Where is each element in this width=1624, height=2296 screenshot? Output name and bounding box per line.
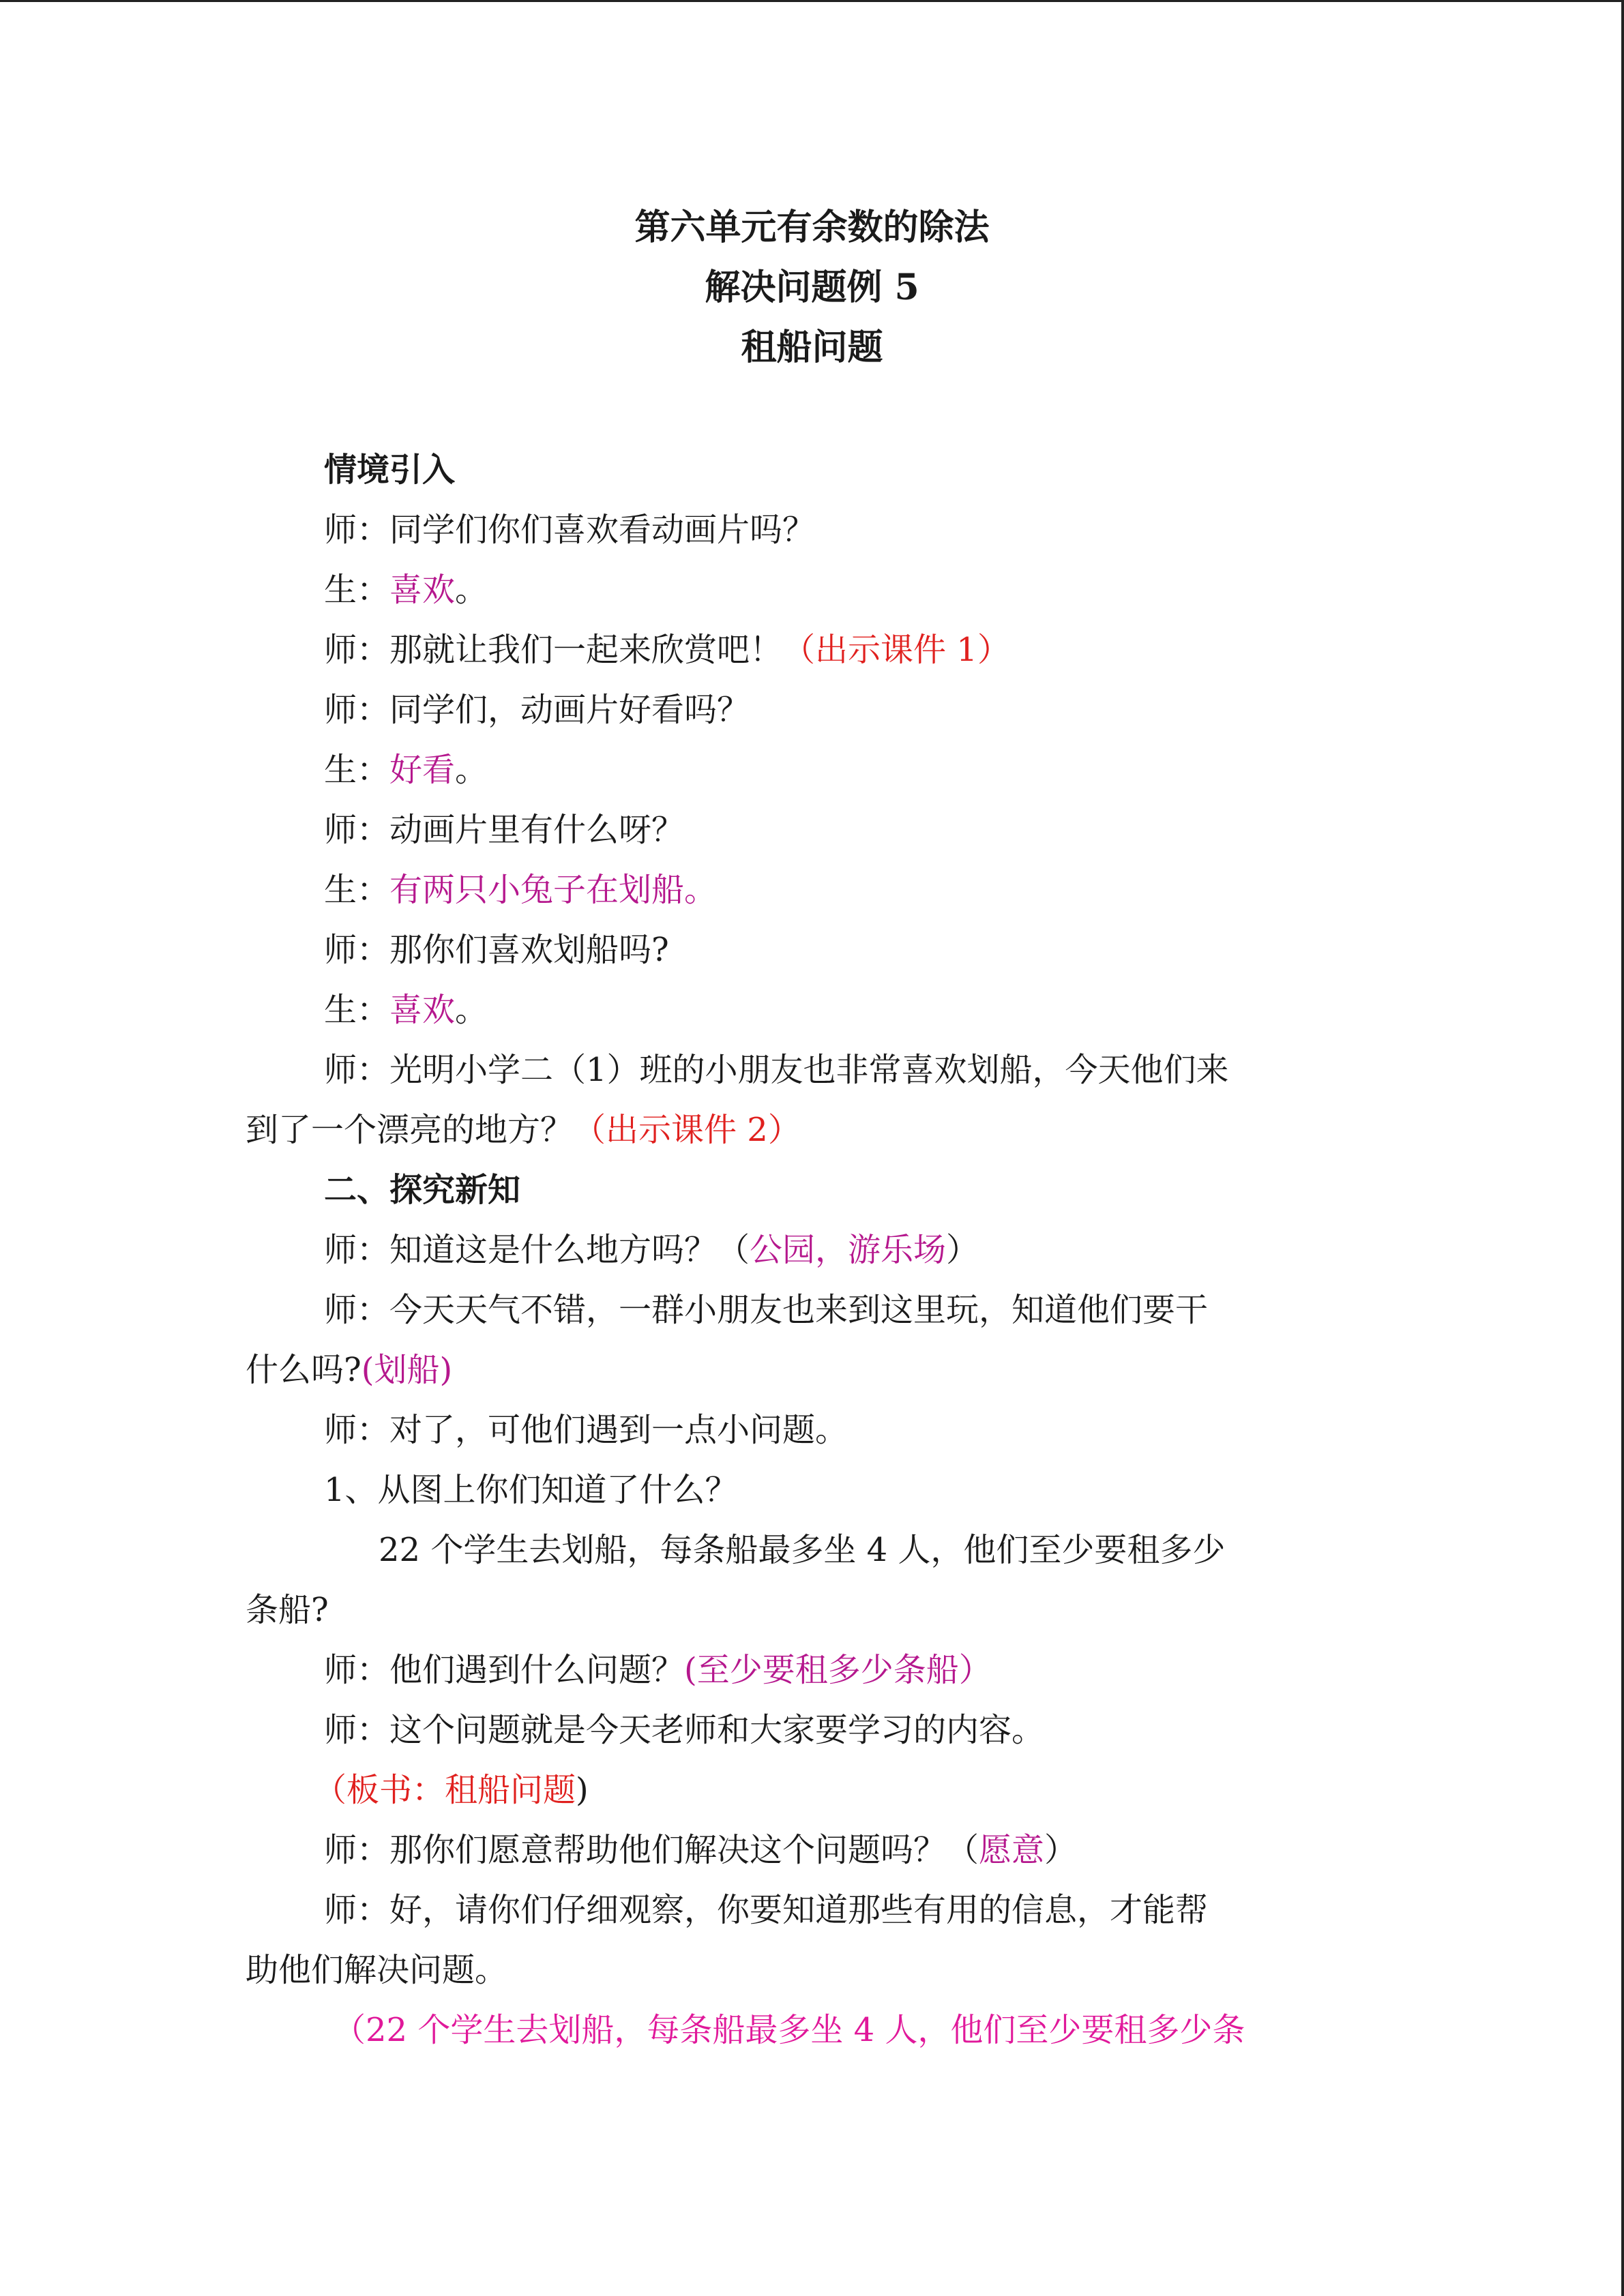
courseware-note: （出示课件 2）: [573, 1111, 801, 1149]
student-line: 生：喜欢。: [324, 571, 488, 609]
lesson-topic: 租船问题: [741, 327, 883, 368]
unit-title: 第六单元有余数的除法: [634, 207, 990, 248]
teacher-line: 师：他们遇到什么问题？(至少要租多少条船）: [324, 1651, 992, 1689]
student-answer: 好看: [389, 751, 456, 789]
teacher-line: 师：同学们你们喜欢看动画片吗？: [324, 511, 816, 549]
question-item: 1、从图上你们知道了什么？: [324, 1471, 738, 1509]
teacher-line: 师：知道这是什么地方吗？（公园，游乐场）: [324, 1231, 979, 1269]
lesson-subtitle: 解决问题例 5: [705, 267, 919, 308]
teacher-line-cont: 到了一个漂亮的地方？（出示课件 2）: [246, 1111, 801, 1149]
page-top-border: [0, 0, 1624, 2]
teacher-line: 师：那你们喜欢划船吗?: [324, 931, 669, 969]
problem-text-cont: 条船?: [246, 1591, 329, 1629]
student-line: 生：好看。: [324, 751, 488, 789]
student-answer: 喜欢: [389, 991, 456, 1029]
teacher-line: 师：好，请你们仔细观察，你要知道那些有用的信息，才能帮: [324, 1891, 1209, 1929]
student-answer: 有两只小兔子在划船。: [389, 871, 718, 909]
teacher-line: 师：那就让我们一起来欣赏吧！（出示课件 1）: [324, 631, 1010, 669]
teacher-line: 师：同学们，动画片好看吗？: [324, 691, 750, 729]
teacher-line: 师：对了，可他们遇到一点小问题。: [324, 1411, 848, 1449]
teacher-line: 师：动画片里有什么呀？: [324, 811, 685, 849]
teacher-line: 师：这个问题就是今天老师和大家要学习的内容。: [324, 1711, 1045, 1749]
title-block: [0, 198, 1624, 378]
problem-text: 22 个学生去划船，每条船最多坐 4 人，他们至少要租多少: [379, 1531, 1226, 1569]
section-heading: 二、探究新知: [324, 1171, 521, 1209]
teacher-line: 师：那你们愿意帮助他们解决这个问题吗？（愿意）: [324, 1831, 1078, 1869]
teacher-line: 师：今天天气不错，一群小朋友也来到这里玩，知道他们要干: [324, 1291, 1209, 1329]
lesson-body: [246, 440, 1378, 2060]
student-answer: (至少要租多少条船）: [684, 1651, 992, 1689]
student-answer: (划船): [361, 1351, 453, 1389]
student-line: 生：喜欢。: [324, 991, 488, 1029]
student-answer: 公园，游乐场: [750, 1231, 947, 1269]
teacher-line: 师：光明小学二（1）班的小朋友也非常喜欢划船，今天他们来: [324, 1051, 1229, 1089]
teacher-line-cont: 什么吗?(划船): [246, 1351, 453, 1389]
student-answer: 喜欢: [389, 571, 456, 609]
student-answer: 愿意: [979, 1831, 1045, 1869]
student-line: 生：有两只小兔子在划船。: [324, 871, 718, 909]
blackboard-note: （板书：租船问题): [314, 1771, 589, 1809]
highlighted-problem: （22 个学生去划船，每条船最多坐 4 人，他们至少要租多少条: [333, 2011, 1245, 2049]
courseware-note: （出示课件 1）: [782, 631, 1010, 669]
section-heading: 情境引入: [324, 451, 456, 489]
teacher-line-cont: 助他们解决问题。: [246, 1951, 508, 1989]
